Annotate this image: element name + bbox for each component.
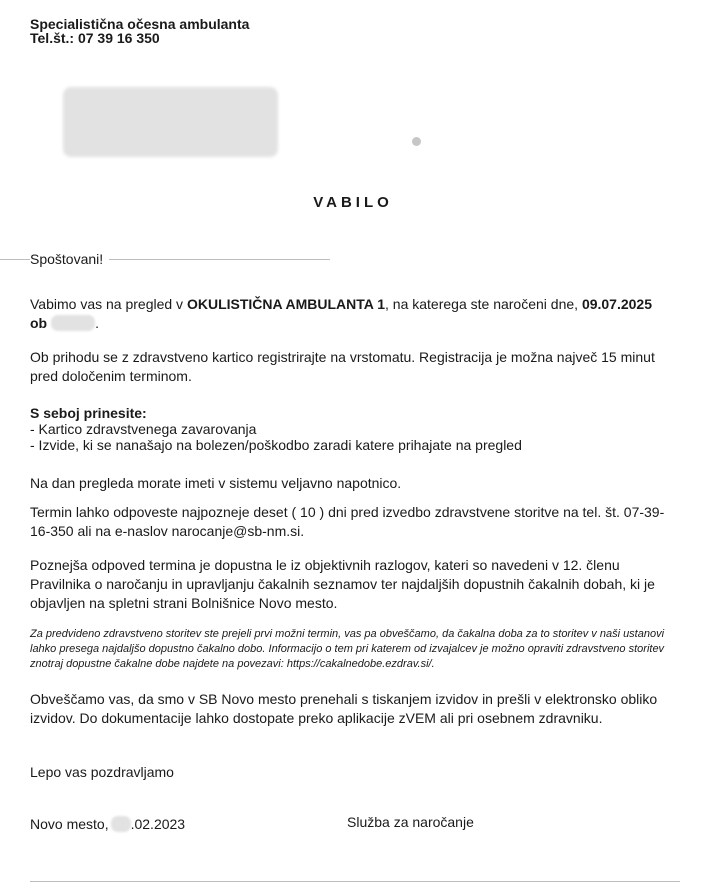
waiting-time-note: Za predvideno zdravstveno storitev ste prejeli prvi možni termin, vas pa obveščamo, da čakalna doba za to storitev v naši ustanovi lahko presega najdaljšo dopustno čakalno dobo. Informacijo o tem pri katerem od izvajalcev je možno opraviti zdravstveno storitev znotraj dopustne čakalne dobe najdete na povezavi: https://cakalnedobe.ezdrav.si/. <box>30 628 665 670</box>
time-label: ob <box>30 315 48 331</box>
invitation-prefix: Vabimo vas na pregled v <box>30 296 187 312</box>
footer-place-date <box>30 815 230 834</box>
clinic-unit: OKULISTIČNA AMBULANTA 1 <box>186 296 386 312</box>
redacted-time <box>51 315 95 331</box>
document-title: VABILO <box>313 194 393 211</box>
bring-item: - Kartico zdravstvenega zavarovanja <box>30 421 257 437</box>
invitation-middle: , na katerega ste naročeni dne, <box>385 296 582 312</box>
late-cancel-paragraph: Poznejša odpoved termina je dopustna le iz objektivnih razlogov, kateri so navedeni v 12. členu Pravilnika o naročanju in upravljanju čakalnih seznamov ter najdaljših dopustnih čakalnih dobah, ki je objavljen na spletni strani Bolnišnice Novo mesto. <box>30 557 655 611</box>
scan-dot <box>412 137 421 146</box>
clinic-phone: Tel.št.: 07 39 16 350 <box>30 30 160 46</box>
bottom-line <box>30 881 680 882</box>
appointment-date: 09.07.2025 <box>581 296 653 312</box>
referral-paragraph: Na dan pregleda morate imeti v sistemu veljavno napotnico. <box>30 475 402 491</box>
invitation-paragraph <box>30 295 690 333</box>
redacted-address <box>63 87 278 157</box>
cancel-paragraph: Termin lahko odpoveste najpozneje deset ( 10 ) dni pred izvedbo zdravstvene storitve na tel. št. 07-39-16-350 ali na e-naslov narocanje@sb-nm.si. <box>30 504 665 539</box>
footer-date: .02.2023 <box>130 816 186 832</box>
bring-item: - Izvide, ki se nanašajo na bolezen/poškodbo zaradi katere prihajate na pregled <box>30 437 522 453</box>
time-suffix: . <box>95 315 99 331</box>
arrival-paragraph: Ob prihodu se z zdravstveno kartico registrirajte na vrstomatu. Registracija je možna največ 15 minut pred določenim terminom. <box>30 349 655 384</box>
bring-heading: S seboj prinesite: <box>30 405 147 421</box>
salutation: Spoštovani! <box>30 250 109 269</box>
footer-department: Služba za naročanje <box>347 814 474 830</box>
clinic-name: Specialistična očesna ambulanta <box>30 16 250 32</box>
footer-place: Novo mesto, <box>30 816 109 832</box>
redacted-day <box>111 816 131 832</box>
print-notice-paragraph: Obveščamo vas, da smo v SB Novo mesto prenehali s tiskanjem izvidov in prešli v elektronsko obliko izvidov. Do dokumentacije lahko dostopate preko aplikacije zVEM ali pri osebnem zdravniku. <box>30 691 658 726</box>
closing-greeting: Lepo vas pozdravljamo <box>30 764 174 780</box>
